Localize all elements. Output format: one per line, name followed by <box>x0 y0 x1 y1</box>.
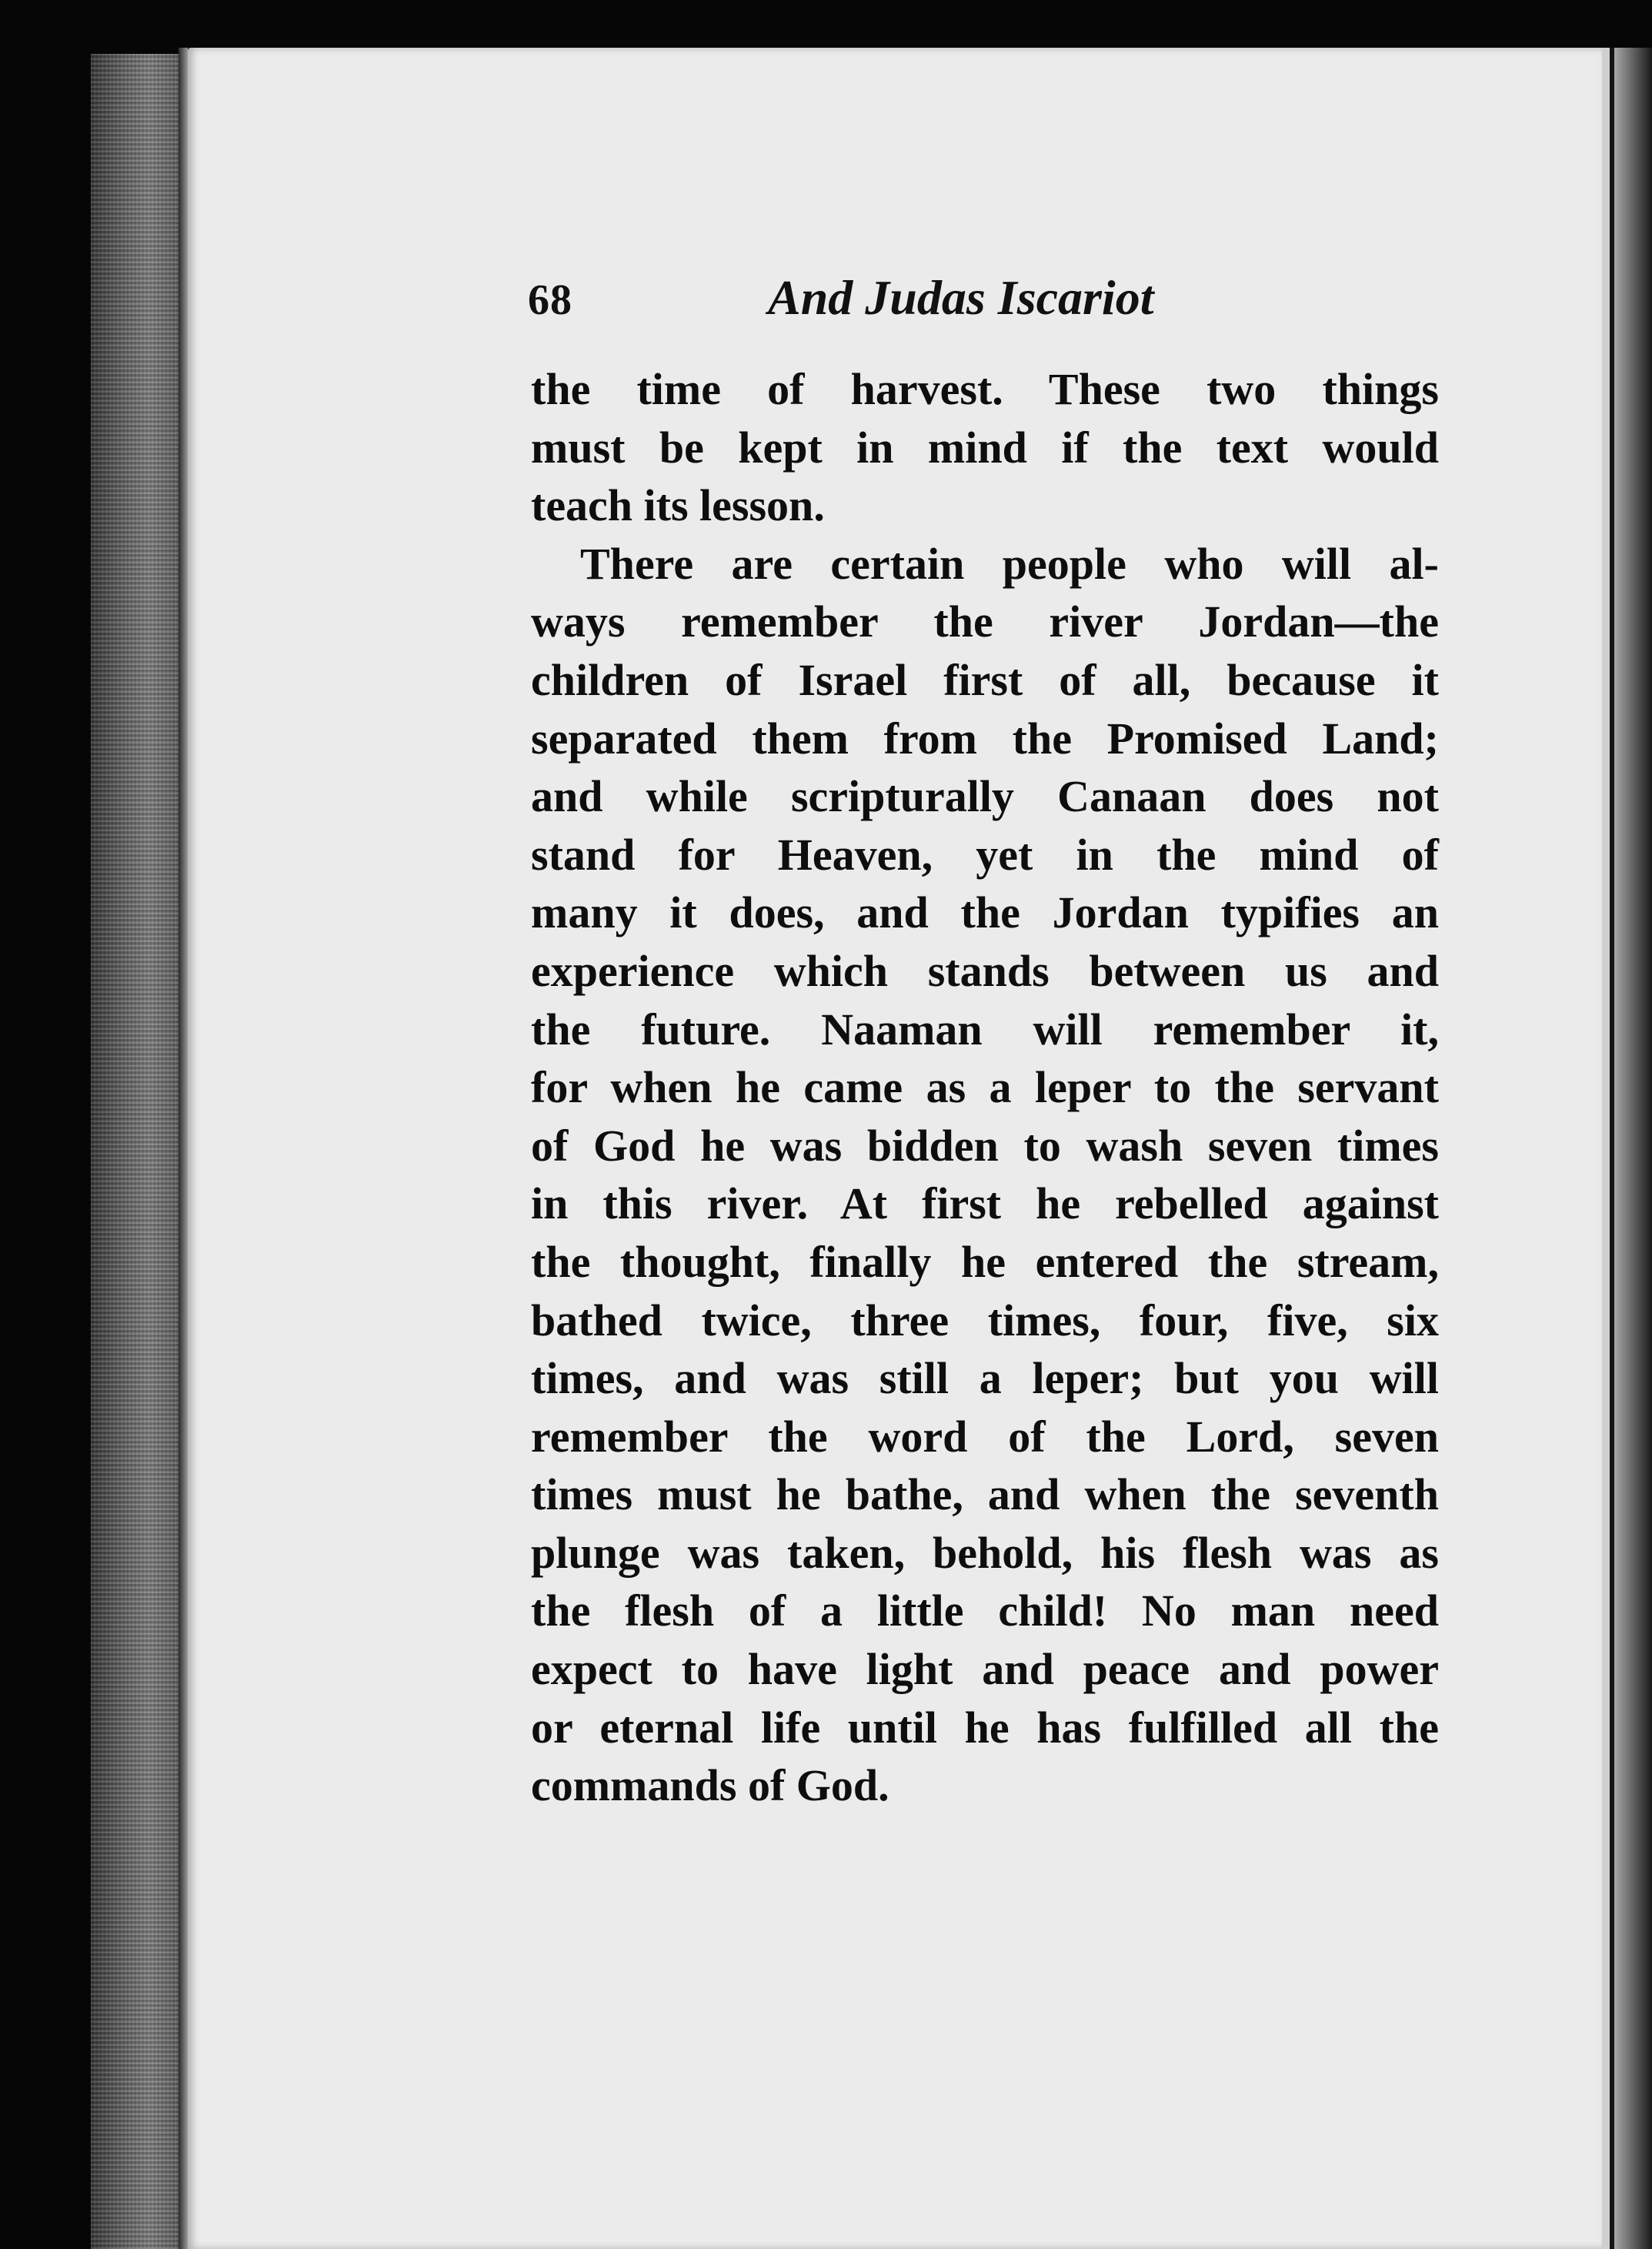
text-line: bathed twice, three times, four, five, six <box>531 1295 1439 1345</box>
text-line: ways remember the river Jordan—the <box>531 597 1439 647</box>
text-line: and while scripturally Canaan does not <box>531 771 1439 822</box>
book-spine <box>91 54 189 2249</box>
text-line: expect to have light and peace and power <box>531 1644 1439 1695</box>
page-number: 68 <box>528 276 572 324</box>
text-line: the thought, finally he entered the stream, <box>531 1236 1439 1287</box>
text-line: plunge was taken, behold, his flesh was as <box>531 1527 1439 1578</box>
text-line: separated them from the Promised Land; <box>531 713 1439 764</box>
text-line: children of Israel first of all, because it <box>531 654 1439 705</box>
text-line: the flesh of a little child! No man need <box>531 1586 1439 1636</box>
text-line: commands of God. <box>531 1760 889 1811</box>
text-line: many it does, and the Jordan typifies an <box>531 887 1439 938</box>
text-line: teach its lesson. <box>531 480 825 531</box>
text-line: the time of harvest. These two things <box>531 364 1439 414</box>
page-right-edge <box>1602 48 1610 2249</box>
text-line: must be kept in mind if the text would <box>531 422 1439 473</box>
facing-page-edge <box>1614 48 1652 2249</box>
body-text <box>531 360 1439 1815</box>
text-line: in this river. At first he rebelled against <box>531 1178 1439 1229</box>
text-line: of God he was bidden to wash seven times <box>531 1120 1439 1171</box>
text-line: experience which stands between us and <box>531 945 1439 996</box>
text-line: for when he came as a leper to the servant <box>531 1062 1439 1113</box>
text-line: times must he bathe, and when the seventh <box>531 1469 1439 1520</box>
text-line: the future. Naaman will remember it, <box>531 1004 1439 1054</box>
running-head: And Judas Iscariot <box>768 270 1154 325</box>
text-line: remember the word of the Lord, seven <box>531 1411 1439 1462</box>
text-line: times, and was still a leper; but you will <box>531 1353 1439 1404</box>
text-line: or eternal life until he has fulfilled all the <box>531 1702 1439 1753</box>
page-header <box>528 262 1267 339</box>
spine-edge <box>179 48 188 2249</box>
text-line: There are certain people who will al- <box>580 538 1439 589</box>
text-line: stand for Heaven, yet in the mind of <box>531 829 1439 880</box>
